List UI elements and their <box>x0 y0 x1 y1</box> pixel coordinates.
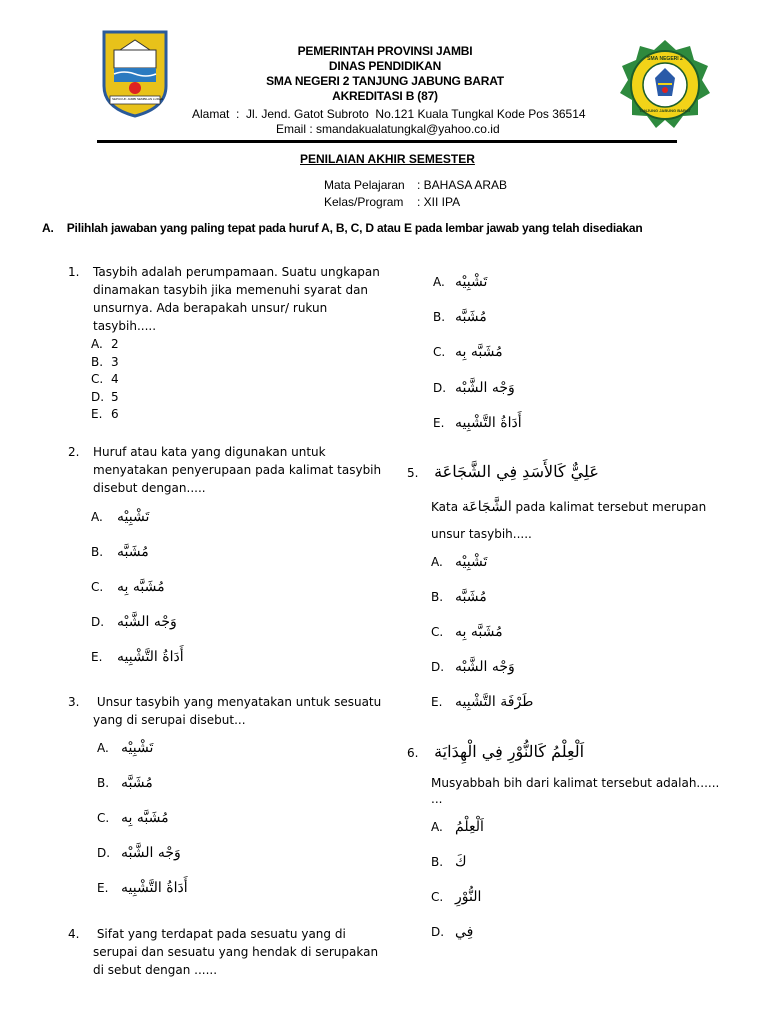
province-emblem <box>100 28 170 118</box>
answer-option[interactable]: E. أَدَاةُ التَّشْبِيه <box>97 880 188 896</box>
answer-option[interactable]: A. اَلْعِلْمُ <box>431 819 484 835</box>
answer-option[interactable]: C. النُّوْرِ <box>431 889 482 905</box>
school-emblem-bottom-text: TANJUNG JABUNG BARAT <box>639 108 691 113</box>
header-accreditation: AKREDITASI B (87) <box>332 89 438 103</box>
subject-value: : BAHASA ARAB <box>417 178 508 192</box>
answer-option[interactable]: D. 5 <box>91 389 119 404</box>
answer-option[interactable]: D. فِي <box>431 924 474 940</box>
answer-option[interactable]: C. مُشَبَّه بِه <box>433 344 503 360</box>
arabic-word: الشَّجَاعَة <box>461 499 512 515</box>
question-number: 6. <box>407 746 419 760</box>
answer-option[interactable]: E. طَرْفَة التَّشْبِيه <box>431 694 534 710</box>
instruction-text: Pilihlah jawaban yang paling tepat pada huruf A, B, C, D atau E pada lembar jawab yang telah disediakan <box>66 221 643 235</box>
answer-option[interactable]: E. 6 <box>91 407 119 421</box>
q1-options <box>91 336 119 424</box>
answer-option[interactable]: C. 4 <box>91 372 119 386</box>
emblem-ribbon-text: SEPUCUK JAMBI SEMBILAN LURAH <box>112 97 164 101</box>
header-department: DINAS PENDIDIKAN <box>328 59 442 73</box>
question-text-line: Sifat yang terdapat pada sesuatu yang di <box>93 927 346 941</box>
header-school-name: SMA NEGERI 2 TANJUNG JABUNG BARAT <box>266 74 504 88</box>
answer-option[interactable]: B. مُشَبَّه <box>431 589 487 605</box>
answer-option[interactable]: A. تَشْبِيْه <box>431 554 488 570</box>
question-text-line: dinamakan tasybih jika memenuhi syarat dan <box>93 283 369 297</box>
answer-option[interactable]: B. مُشَبَّه <box>433 309 487 325</box>
answer-option[interactable]: E. أَدَاةُ التَّشْبِيه <box>91 649 184 665</box>
answer-option[interactable]: B. مُشَبَّه <box>97 775 153 791</box>
school-emblem-top-text: SMA NEGERI 2 <box>647 56 683 62</box>
answer-option[interactable]: D. وَجْه الشَّبْه <box>91 614 177 630</box>
header-divider <box>97 140 677 143</box>
question-number: 4. <box>68 927 80 941</box>
answer-option[interactable]: D. وَجْه الشَّبْه <box>433 380 515 396</box>
arabic-sentence: عَلِيٌّ كَالأَسَدِ فِي الشَّجَاعَة <box>434 462 599 481</box>
question-number: 1. <box>68 265 80 279</box>
question-text-line: menyatakan penyerupaan pada kalimat tasybih <box>93 463 382 477</box>
exam-title: PENILAIAN AKHIR SEMESTER <box>300 152 475 166</box>
question-text-line: Tasybih adalah perumpamaan. Suatu ungkapan <box>93 265 380 279</box>
answer-option[interactable]: C. مُشَبَّه بِه <box>97 810 169 826</box>
question-text-line: unsurnya. Ada berapakah unsur/ rukun <box>93 301 328 315</box>
school-emblem <box>618 38 712 132</box>
header-address: Alamat : Jl. Jend. Gatot Subroto No.121 Kuala Tungkal Kode Pos 36514 <box>192 107 586 121</box>
answer-option[interactable]: B. كَ <box>431 854 467 870</box>
answer-option[interactable]: B. 3 <box>91 354 119 369</box>
question-6 <box>407 742 727 762</box>
question-text-line: tasybih..... <box>93 319 157 333</box>
question-number: 3. <box>68 695 80 709</box>
question-5-text: Kata الشَّجَاعَة pada kalimat tersebut merupan <box>431 499 707 515</box>
question-text-line: disebut dengan..... <box>93 481 206 495</box>
arabic-sentence: اَلْعِلْمُ كَالنُّوْرِ فِي الْهِدَايَة <box>434 742 585 761</box>
header-email: Email : smandakualatungkal@yahoo.co.id <box>276 122 500 136</box>
question-number: 5. <box>407 466 419 480</box>
question-5 <box>407 462 727 482</box>
answer-option[interactable]: A. 2 <box>91 337 119 351</box>
question-number: 2. <box>68 445 80 459</box>
subject-label: Mata Pelajaran <box>324 178 405 192</box>
question-text-line: yang di serupai disebut... <box>93 713 246 727</box>
question-text-line: di sebut dengan ...... <box>93 963 218 977</box>
section-instruction <box>42 221 742 235</box>
class-label: Kelas/Program <box>324 195 404 209</box>
question-text-line: Unsur tasybih yang menyatakan untuk sesuatu <box>93 695 382 709</box>
question-text-line: ... <box>431 792 443 806</box>
header-government: PEMERINTAH PROVINSI JAMBI <box>297 44 473 58</box>
answer-option[interactable]: D. وَجْه الشَّبْه <box>431 659 515 675</box>
class-value: : XII IPA <box>417 195 461 209</box>
question-text-line: unsur tasybih..... <box>431 527 532 541</box>
question-text-line: serupai dan sesuatu yang hendak di serupakan <box>93 945 379 959</box>
question-text-line: Musyabbah bih dari kalimat tersebut adalah...... <box>431 776 720 790</box>
answer-option[interactable]: E. أَدَاةُ التَّشْبِيه <box>433 415 522 431</box>
answer-option[interactable]: A. تَشْبِيْه <box>97 740 154 756</box>
answer-option[interactable]: D. وَجْه الشَّبْه <box>97 845 181 861</box>
section-letter: A. <box>42 221 54 235</box>
answer-option[interactable]: C. مُشَبَّه بِه <box>91 579 165 595</box>
answer-option[interactable]: B. مُشَبَّه <box>91 544 149 560</box>
answer-option[interactable]: A. تَشْبِيْه <box>91 509 150 525</box>
answer-option[interactable]: A. تَشْبِيْه <box>433 274 488 290</box>
answer-option[interactable]: C. مُشَبَّه بِه <box>431 624 503 640</box>
question-text-line: Huruf atau kata yang digunakan untuk <box>93 445 326 459</box>
